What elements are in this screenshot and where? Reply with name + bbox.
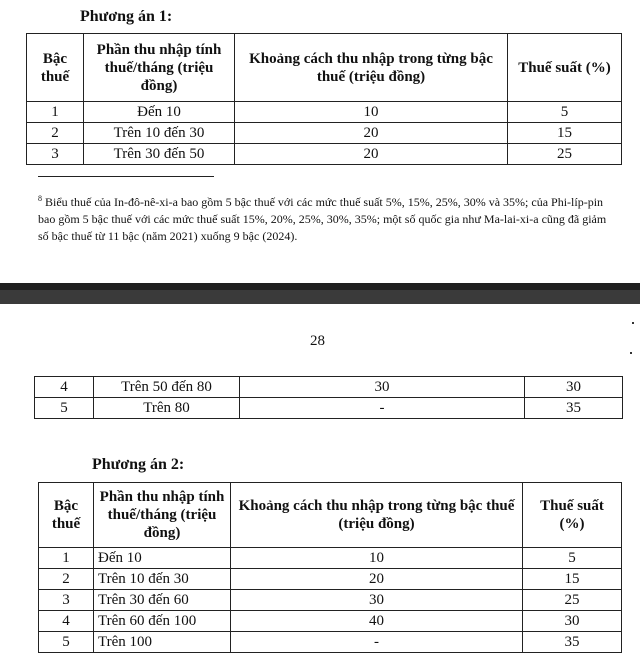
cell-bracket: 2 — [39, 569, 94, 590]
cell-income: Trên 30 đến 60 — [94, 590, 231, 611]
cell-gap: - — [231, 632, 523, 653]
table-row — [27, 144, 622, 165]
option2-table — [38, 482, 622, 653]
footnote-text: Biểu thuế của In-đô-nê-xi-a bao gồm 5 bậc thuế với các mức thuế suất 5%, 15%, 25%, 30% và 35%; của Phi-líp-pin bao gồm 5 bậc thuế với các mức thuế suất 15%, 20%, 25%, 30%, 35%; một số quốc gia như Ma-lai-xi-a cũng đã giảm số bậc thuế từ 11 bậc (năm 2021) xuống 9 bậc (2024). — [38, 195, 607, 243]
footnote-separator — [38, 176, 214, 177]
option1-table — [26, 33, 622, 165]
cell-rate: 35 — [523, 632, 622, 653]
cell-gap: 40 — [231, 611, 523, 632]
option1-title: Phương án 1: — [80, 8, 173, 25]
header-income: Phần thu nhập tính thuế/tháng (triệu đồng) — [84, 34, 235, 102]
cell-income: Đến 10 — [94, 548, 231, 569]
cell-bracket: 3 — [27, 144, 84, 165]
footnote-marker: 8 — [38, 194, 42, 203]
table-header-row — [27, 34, 622, 102]
header-gap: Khoảng cách thu nhập trong từng bậc thuế (triệu đồng) — [235, 34, 508, 102]
table-header-row — [39, 483, 622, 548]
cell-rate: 25 — [508, 144, 622, 165]
cell-bracket: 4 — [39, 611, 94, 632]
cell-bracket: 5 — [39, 632, 94, 653]
page-break-band — [0, 283, 640, 290]
cell-income: Trên 80 — [94, 398, 240, 419]
cell-gap: 30 — [231, 590, 523, 611]
footnote — [38, 190, 613, 245]
header-bracket: Bậc thuế — [27, 34, 84, 102]
cell-rate: 30 — [525, 377, 623, 398]
cell-income: Trên 60 đến 100 — [94, 611, 231, 632]
table-row — [39, 590, 622, 611]
table-row — [39, 548, 622, 569]
option1-continued-table — [34, 376, 623, 419]
header-bracket: Bậc thuế — [39, 483, 94, 548]
scan-speck — [630, 352, 632, 354]
cell-rate: 15 — [523, 569, 622, 590]
page-number: 28 — [310, 333, 325, 349]
cell-gap: 10 — [231, 548, 523, 569]
cell-rate: 15 — [508, 123, 622, 144]
cell-gap: 30 — [240, 377, 525, 398]
option2-title: Phương án 2: — [92, 456, 185, 473]
cell-rate: 35 — [525, 398, 623, 419]
cell-income: Trên 30 đến 50 — [84, 144, 235, 165]
scan-speck — [632, 322, 634, 324]
cell-bracket: 2 — [27, 123, 84, 144]
header-rate: Thuế suất (%) — [523, 483, 622, 548]
table-row — [27, 102, 622, 123]
cell-gap: 20 — [235, 144, 508, 165]
cell-income: Đến 10 — [84, 102, 235, 123]
page-break-band-lower — [0, 290, 640, 304]
cell-bracket: 5 — [35, 398, 94, 419]
table-row — [39, 611, 622, 632]
cell-income: Trên 50 đến 80 — [94, 377, 240, 398]
cell-income: Trên 10 đến 30 — [94, 569, 231, 590]
cell-gap: - — [240, 398, 525, 419]
table-row — [39, 632, 622, 653]
cell-bracket: 1 — [39, 548, 94, 569]
cell-income: Trên 100 — [94, 632, 231, 653]
cell-rate: 30 — [523, 611, 622, 632]
cell-gap: 10 — [235, 102, 508, 123]
cell-rate: 5 — [508, 102, 622, 123]
cell-income: Trên 10 đến 30 — [84, 123, 235, 144]
table-row — [35, 398, 623, 419]
header-gap: Khoảng cách thu nhập trong từng bậc thuế (triệu đồng) — [231, 483, 523, 548]
table-row — [39, 569, 622, 590]
header-income: Phần thu nhập tính thuế/tháng (triệu đồng) — [94, 483, 231, 548]
table-row — [27, 123, 622, 144]
cell-bracket: 3 — [39, 590, 94, 611]
cell-bracket: 4 — [35, 377, 94, 398]
cell-bracket: 1 — [27, 102, 84, 123]
table-row — [35, 377, 623, 398]
cell-rate: 5 — [523, 548, 622, 569]
header-rate: Thuế suất (%) — [508, 34, 622, 102]
cell-gap: 20 — [235, 123, 508, 144]
cell-gap: 20 — [231, 569, 523, 590]
cell-rate: 25 — [523, 590, 622, 611]
